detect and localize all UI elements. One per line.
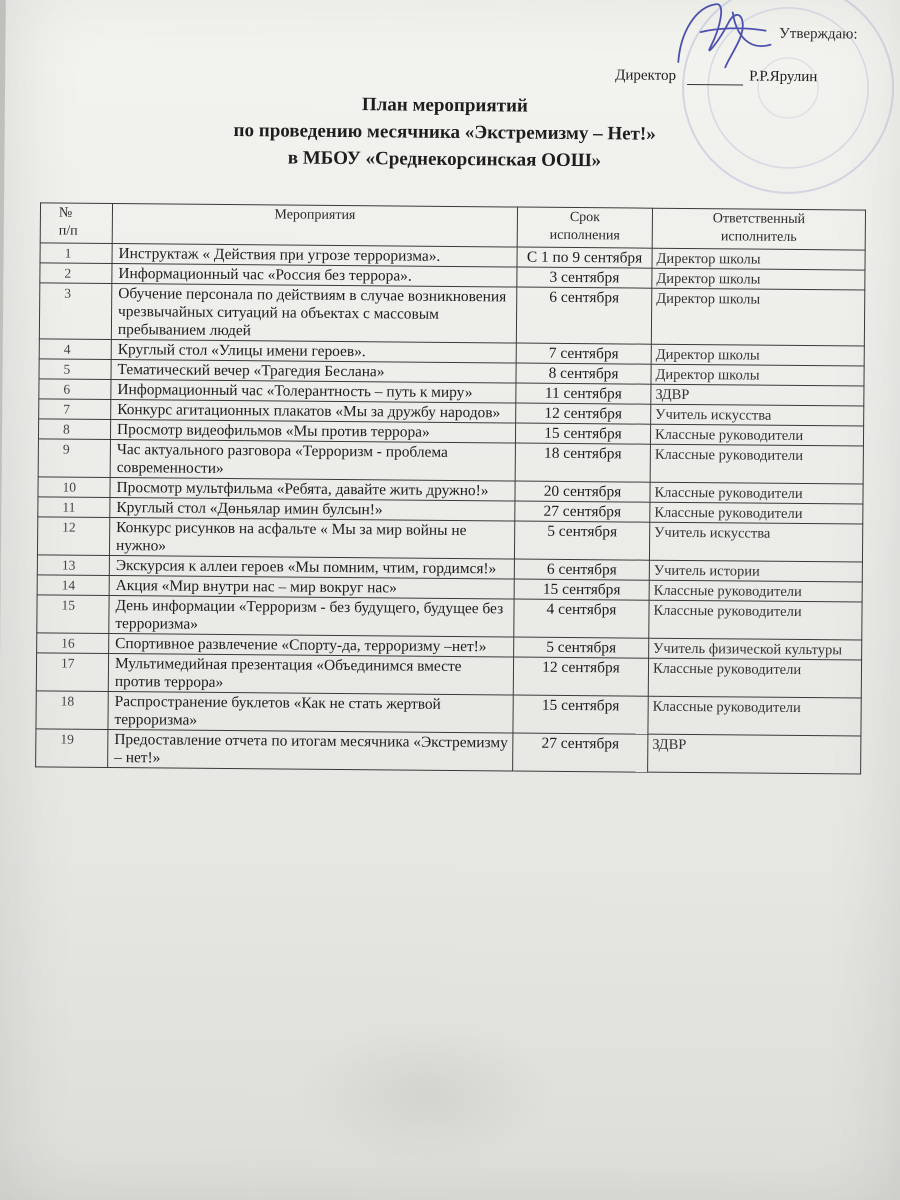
row-date: 5 сентября <box>514 637 649 658</box>
row-date: 8 сентября <box>516 363 651 384</box>
table-row <box>37 595 862 640</box>
row-responsible: ЗДВР <box>648 734 861 774</box>
row-number: 6 <box>39 379 111 400</box>
row-event: Информационный час «Россия без террора». <box>112 263 517 287</box>
row-responsible: Директор школы <box>652 248 865 270</box>
row-number: 11 <box>38 497 110 518</box>
row-date: 7 сентября <box>516 343 651 364</box>
row-number: 7 <box>39 399 111 420</box>
row-responsible: Директор школы <box>651 288 864 346</box>
row-number: 15 <box>37 595 109 634</box>
row-event: Предоставление отчета по итогам месячника «Экстремизму – нет!» <box>108 729 513 771</box>
row-number: 3 <box>39 283 111 340</box>
row-event: Мультимедийная презентация «Объединимся вместе против террора» <box>108 653 513 695</box>
row-event: Час актуального разговора «Терроризм - проблема современности» <box>110 439 515 481</box>
row-event: Конкурс агитационных плакатов «Мы за дружбу народов» <box>111 399 516 423</box>
header-date: Срок исполнения <box>517 207 652 248</box>
row-number: 14 <box>37 575 109 596</box>
row-event: Экскурсия к аллеи героев «Мы помним, чтим, гордимся!» <box>109 555 514 579</box>
row-event: Обучение персонала по действиям в случае возникновения чрезвычайных ситуаций на объектах с массовым пребыванием людей <box>111 283 516 343</box>
header-responsible: Ответственный исполнитель <box>652 208 865 250</box>
signature-line <box>687 84 743 85</box>
row-responsible: Директор школы <box>651 364 864 386</box>
row-event: Круглый стол «Улицы имени героев». <box>111 339 516 363</box>
row-number: 19 <box>36 729 108 768</box>
row-number: 17 <box>36 653 108 692</box>
row-responsible: Учитель искусства <box>651 404 864 426</box>
row-responsible: Классные руководители <box>649 600 862 640</box>
row-responsible: Учитель искусства <box>649 522 862 562</box>
row-responsible: ЗДВР <box>651 384 864 406</box>
document-title <box>124 89 765 176</box>
row-number: 10 <box>38 477 110 498</box>
row-date: 27 сентября <box>515 501 650 522</box>
table-row <box>37 517 862 562</box>
row-responsible: Классные руководители <box>648 658 861 698</box>
row-number: 5 <box>39 359 111 380</box>
table-row <box>36 653 861 698</box>
approval-role: Директор <box>615 67 677 84</box>
row-responsible: Классные руководители <box>650 444 863 484</box>
row-date: 11 сентября <box>516 383 651 404</box>
table-row <box>39 283 864 346</box>
row-number: 18 <box>36 691 108 730</box>
paper-stain <box>296 1019 557 1171</box>
row-date: 5 сентября <box>514 521 649 560</box>
row-responsible: Классные руководители <box>648 696 861 736</box>
row-event: Спортивное развлечение «Спорту-да, терроризму –нет!» <box>109 633 514 657</box>
row-responsible: Классные руководители <box>649 580 862 602</box>
row-date: 15 сентября <box>514 579 649 600</box>
row-number: 1 <box>40 243 112 264</box>
row-number: 8 <box>38 419 110 440</box>
row-event: Инструктаж « Действия при угрозе терроризма». <box>112 243 517 267</box>
title-line-3: в МБОУ «Среднекорсинская ООШ» <box>287 147 602 172</box>
row-event: Распространение буклетов «Как не стать жертвой терроризма» <box>108 691 513 733</box>
row-date: 6 сентября <box>514 559 649 580</box>
row-number: 2 <box>40 263 112 284</box>
table-row <box>36 691 861 736</box>
row-event: День информации «Терроризм - без будущего, будущее без терроризма» <box>109 595 514 637</box>
row-event: Акция «Мир внутри нас – мир вокруг нас» <box>109 575 514 599</box>
header-num: № п/п <box>40 203 112 244</box>
row-number: 12 <box>37 517 109 556</box>
row-date: 12 сентября <box>516 403 651 424</box>
row-number: 9 <box>38 439 110 478</box>
row-number: 16 <box>37 633 109 654</box>
events-table <box>35 202 866 774</box>
row-event: Круглый стол «Дөньялар имин булсын!» <box>110 497 515 521</box>
row-responsible: Учитель истории <box>649 560 862 582</box>
row-date: 3 сентября <box>517 267 652 288</box>
row-date: 20 сентября <box>515 481 650 502</box>
row-responsible: Классные руководители <box>650 502 863 524</box>
row-date: 4 сентября <box>514 599 649 638</box>
row-date: 27 сентября <box>513 733 648 772</box>
row-responsible: Классные руководители <box>650 482 863 504</box>
row-date: 12 сентября <box>513 657 648 696</box>
row-number: 13 <box>37 555 109 576</box>
title-line-2: по проведению месячника «Экстремизму – Нет!» <box>233 120 656 145</box>
row-event: Информационный час «Толерантность – путь к миру» <box>111 379 516 403</box>
row-event: Конкурс рисунков на асфальте « Мы за мир войны не нужно» <box>109 517 514 559</box>
header-event: Мероприятия <box>112 203 517 247</box>
row-responsible: Классные руководители <box>650 424 863 446</box>
row-responsible: Директор школы <box>651 344 864 366</box>
approval-word: Утверждаю: <box>779 25 858 43</box>
row-date: С 1 по 9 сентября <box>517 247 652 268</box>
approval-block <box>605 21 866 93</box>
approval-name: Р.Р.Ярулин <box>749 68 818 86</box>
row-date: 15 сентября <box>515 423 650 444</box>
row-event: Тематический вечер «Трагедия Беслана» <box>111 359 516 383</box>
row-date: 15 сентября <box>513 695 648 734</box>
row-number: 4 <box>39 339 111 360</box>
row-date: 18 сентября <box>515 443 650 482</box>
table-row <box>36 729 861 774</box>
row-responsible: Учитель физической культуры <box>649 638 862 660</box>
row-event: Просмотр видеофильмов «Мы против террора» <box>110 419 515 443</box>
row-event: Просмотр мультфильма «Ребята, давайте жить дружно!» <box>110 477 515 501</box>
title-line-1: План мероприятий <box>361 94 529 117</box>
row-date: 6 сентября <box>516 287 651 344</box>
row-responsible: Директор школы <box>652 268 865 290</box>
table-row <box>38 439 863 484</box>
